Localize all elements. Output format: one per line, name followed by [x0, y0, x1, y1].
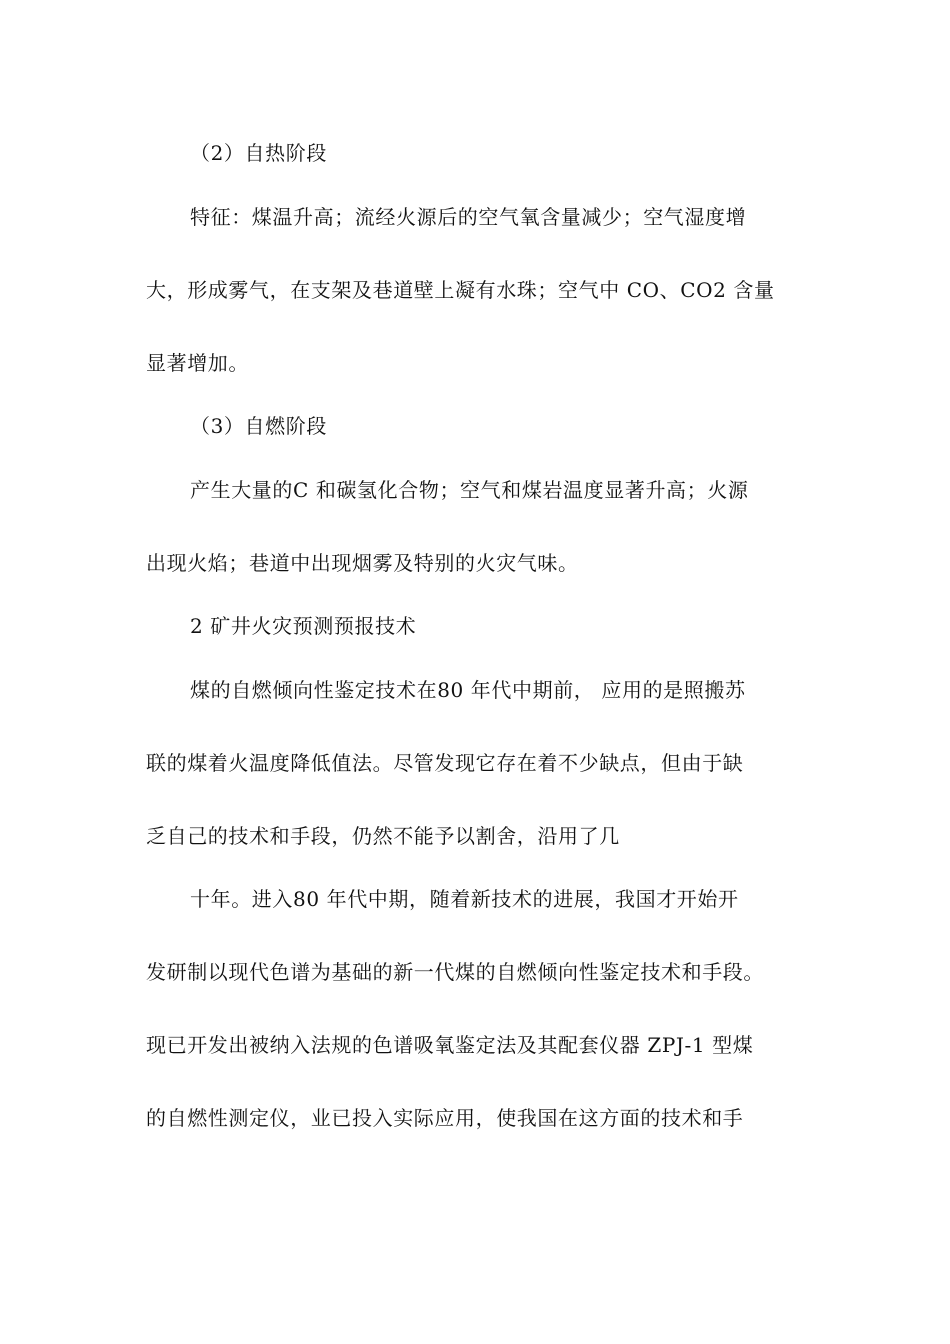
paragraph-line: 的自燃性测定仪，业已投入实际应用，使我国在这方面的技术和手	[146, 1106, 744, 1130]
paragraph-line: 特征：煤温升高；流经火源后的空气氧含量减少；空气湿度增	[190, 205, 747, 229]
subheading-spontaneous-combustion-stage: （3）自燃阶段	[190, 414, 327, 438]
paragraph-line: 大，形成雾气，在支架及巷道壁上凝有水珠；空气中 CO、CO2 含量	[146, 278, 775, 302]
paragraph-line: 显著增加。	[146, 351, 249, 375]
paragraph-line: 联的煤着火温度降低值法。尽管发现它存在着不少缺点，但由于缺	[146, 751, 744, 775]
subheading-self-heating-stage: （2）自热阶段	[190, 141, 327, 165]
paragraph-line: 出现火焰；巷道中出现烟雾及特别的火灾气味。	[146, 551, 579, 575]
paragraph-line: 发研制以现代色谱为基础的新一代煤的自燃倾向性鉴定技术和手段。	[146, 960, 764, 984]
paragraph-line: 产生大量的C 和碳氢化合物；空气和煤岩温度显著升高；火源	[190, 478, 749, 502]
paragraph-line: 十年。进入80 年代中期，随着新技术的进展，我国才开始开	[190, 887, 739, 911]
paragraph-line: 现已开发出被纳入法规的色谱吸氧鉴定法及其配套仪器 ZPJ-1 型煤	[146, 1033, 754, 1057]
paragraph-line: 煤的自燃倾向性鉴定技术在80 年代中期前， 应用的是照搬苏	[190, 678, 746, 702]
section-heading-fire-prediction: 2 矿井火灾预测预报技术	[190, 614, 417, 638]
paragraph-line: 乏自己的技术和手段，仍然不能予以割舍，沿用了几	[146, 824, 620, 848]
